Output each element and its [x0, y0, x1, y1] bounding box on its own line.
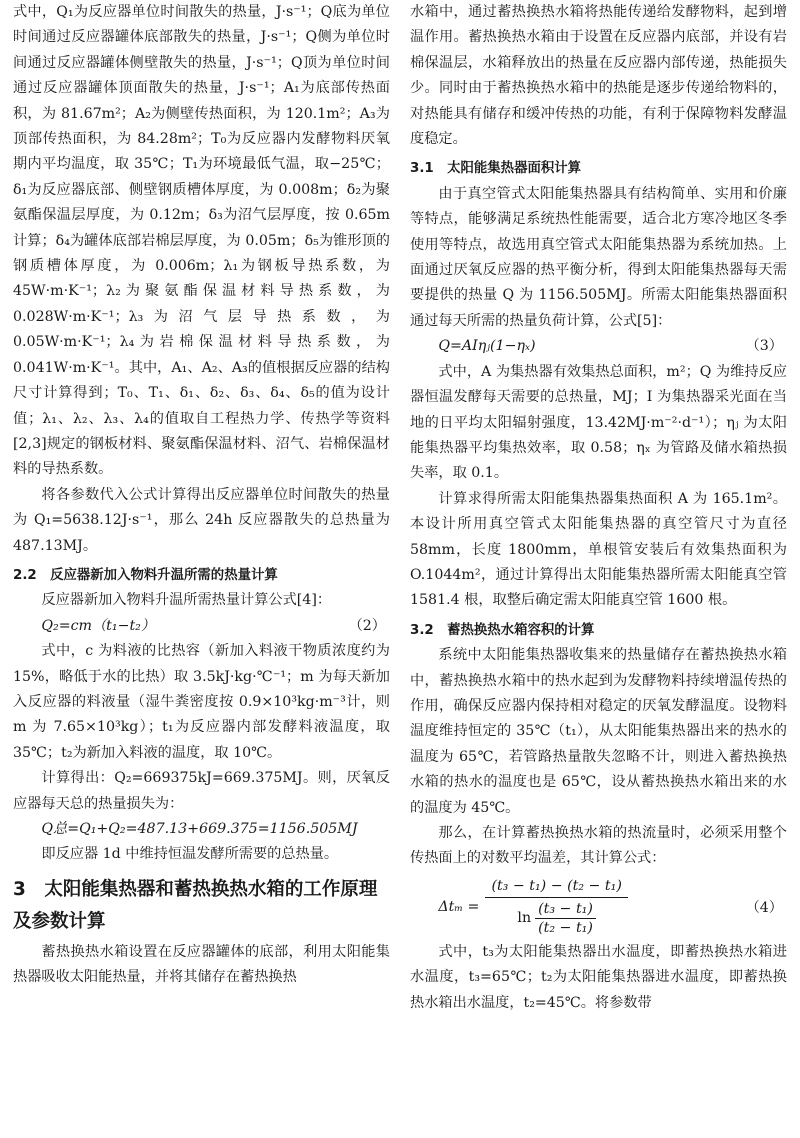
paragraph-formula-intro: 反应器新加入物料升温所需热量计算公式[4]：: [41, 592, 332, 609]
paragraph-tank-temperature: 系统中太阳能集热器收集来的热量储存在蓄热换热水箱中，蓄热换热水箱中的热水起到为发酵物料持续增温传热的作用，确保反应器内保持相对稳定的厌氧发酵温度。设物料温度维持恒定的 35℃（t₁），从太阳能集热器出来的热水的温度为 65℃，若管路热量散失忽略不计，则进入蓄热换热水箱的热水的温度也是 65℃，设从蓄热换热水箱出来的水的温度为 45℃。: [410, 647, 787, 816]
paragraph-equation-4-terms: 式中，t₃为太阳能集热器出水温度，即蓄热换热水箱进水温度，t₃=65℃；t₂为太阳能集热器进水温度，即蓄热换热水箱出水温度，t₂=45℃。将参数带: [410, 943, 787, 1011]
paragraph-symbol-definitions: 式中，Q₁为反应器单位时间散失的热量，J·s⁻¹；Q底为单位时间通过反应器罐体底部散失的热量，J·s⁻¹；Q侧为单位时间通过反应器罐体侧壁散失的热量，J·s⁻¹；Q顶为单位时间通过反应器罐体顶面散失的热量，J·s⁻¹；A₁为底部传热面积，为 81.67m²；A₂为侧壁传热面积，为 120.1m²；A₃为顶部传热面积，为 84.28m²；T₀为反应器内发酵物料厌氧期内平均温度，取 35℃；T₁为环境最低气温，取−25℃；δ₁为反应器底部、侧壁钢质槽体厚度，为 0.008m；δ₂为聚氨酯保温层厚度，为 0.12m；δ₃为沼气层厚度，按 0.65m 计算；δ₄为罐体底部岩棉层厚度，为 0.05m；δ₅为锥形顶的钢质槽体厚度，为 0.006m；λ₁为钢板导热系数，为 45W·m·K⁻¹；λ₂为聚氨酯保温材料导热系数，为 0.028W·m·K⁻¹；λ₃为沼气层导热系数，为 0.05W·m·K⁻¹；λ₄为岩棉保温材料导热系数，为 0.041W·m·K⁻¹。其中，A₁、A₂、A₃的值根据反应器的结构尺寸计算得到；T₀、T₁、δ₁、δ₂、δ₃、δ₄、δ₅的值为设计值；λ₁、λ₂、λ₃、λ₄的值取自工程热力学、传热学等资料[2,3]规定的钢板材料、聚氨酯保温材料、沼气、岩棉保温材料的导热系数。: [13, 4, 390, 478]
paragraph-collector-area-result: 计算求得所需太阳能集热器集热面积 A 为 165.1m²。本设计所用真空管式太阳能集热器的真空管尺寸为直径 58mm，长度 1800mm，单根管安装后有效集热面积为 O.1044m²，通过计算得出太阳能集热器所需太阳能真空管 1581.4 根，取整后确定需太阳能真空管 1600 根。: [410, 490, 787, 609]
left-column: [13, 0, 390, 991]
section-heading-3-1: 3.1 太阳能集热器面积计算: [410, 161, 582, 177]
paragraph-q2-result: 计算得出：Q₂=669375kJ=669.375MJ。则，厌氧反应器每天总的热量损失为：: [13, 770, 390, 812]
equation-4-fraction: [485, 878, 627, 936]
equation-4-number: （4）: [745, 899, 783, 916]
equation-total-expression: Q总=Q₁+Q₂=487.13+669.375=1156.505MJ: [41, 821, 358, 837]
paragraph-storage-tank-intro: 蓄热换热水箱设置在反应器罐体的底部，利用太阳能集热器吸收太阳能热量，并将其储存在蓄热换热: [13, 943, 390, 986]
equation-4-left: [410, 878, 628, 936]
equation-4-numerator: (t₃ − t₁) − (t₂ − t₁): [485, 878, 627, 898]
section-heading-3: 3 太阳能集热器和蓄热换热水箱的工作原理及参数计算: [13, 878, 378, 932]
equation-2-expression: Q₂=cm（t₁−t₂）: [41, 617, 156, 634]
equation-4-inner-denominator: (t₂ − t₁): [538, 919, 593, 936]
equation-3: [410, 334, 787, 359]
paragraph-log-mean-intro: 那么，在计算蓄热换热水箱的热流量时，必须采用整个传热面上的对数平均温差，其计算公式：: [410, 825, 787, 867]
paragraph-collector-selection: 由于真空管式太阳能集热器具有结构简单、实用和价廉等特点，能够满足系统热性能需要，适合北方寒冷地区冬季使用等特点，故选用真空管式太阳能集热器为系统加热。上面通过厌氧反应器的热平衡分析，得到太阳能集热器每天需要提供的热量 Q 为 1156.505MJ。所需太阳能集热器面积通过每天所需的热量负荷计算，公式[5]：: [410, 185, 787, 329]
equation-4: [410, 878, 787, 936]
paragraph-storage-tank-continued: 水箱中，通过蓄热换热水箱将热能传递给发酵物料，起到增温作用。蓄热换热水箱由于设置在反应器内底部，并设有岩棉保温层，水箱释放出的热量在反应器内部传递，热能损失少。同时由于蓄热换热水箱中的热能是逐步传递给物料的，对热能具有储存和缓冲传热的功能，有利于保障物料发酵温度稳定。: [410, 4, 787, 148]
paragraph-heat-loss-result: 将各参数代入公式计算得出反应器单位时间散失的热量为 Q₁=5638.12J·s⁻¹，那么 24h 反应器散失的总热量为 487.13MJ。: [13, 486, 390, 554]
equation-3-expression: Q=AIηⱼ(1−ηₓ): [438, 338, 536, 355]
equation-2: [13, 614, 390, 639]
right-column: [410, 0, 787, 1016]
section-heading-2-2: 2.2 反应器新加入物料升温所需的热量计算: [13, 567, 278, 583]
equation-4-inner-numerator: (t₃ − t₁): [535, 901, 596, 919]
equation-2-number: （2）: [348, 617, 386, 634]
equation-4-lhs: Δtₘ =: [438, 898, 480, 915]
paragraph-equation-2-terms: 式中，c 为料液的比热容（新加入料液干物质浓度约为 15%，略低于水的比热）取 3.5kJ·kg·℃⁻¹；m 为每天新加入反应器的料液量（湿牛粪密度按 0.9×10³kg·m⁻³计，则 m 为 7.65×10³kg）；t₁为反应器内部发酵料液温度，取 35℃；t₂为新加入料液的温度，取 10℃。: [13, 643, 390, 761]
equation-3-number: （3）: [745, 338, 783, 355]
equation-total-heat: [13, 817, 390, 842]
paragraph-total-heat-note: 即反应器 1d 中维持恒温发酵所需要的总热量。: [41, 846, 339, 863]
equation-4-denominator: [517, 898, 595, 936]
equation-4-ln: ln: [517, 910, 532, 927]
section-heading-3-2: 3.2 蓄热换热水箱容积的计算: [410, 622, 595, 638]
equation-4-inner-fraction: [535, 901, 596, 936]
paragraph-equation-3-terms: 式中，A 为集热器有效集热总面积，m²；Q 为维持反应器恒温发酵每天需要的总热量，MJ；I 为集热器采光面在当地的日平均太阳辐射强度，13.42MJ·m⁻²·d⁻¹）；ηⱼ 为太阳能集热器平均集热效率，取 0.58；ηₓ 为管路及储水箱热损失率，取 0.1。: [410, 363, 787, 482]
